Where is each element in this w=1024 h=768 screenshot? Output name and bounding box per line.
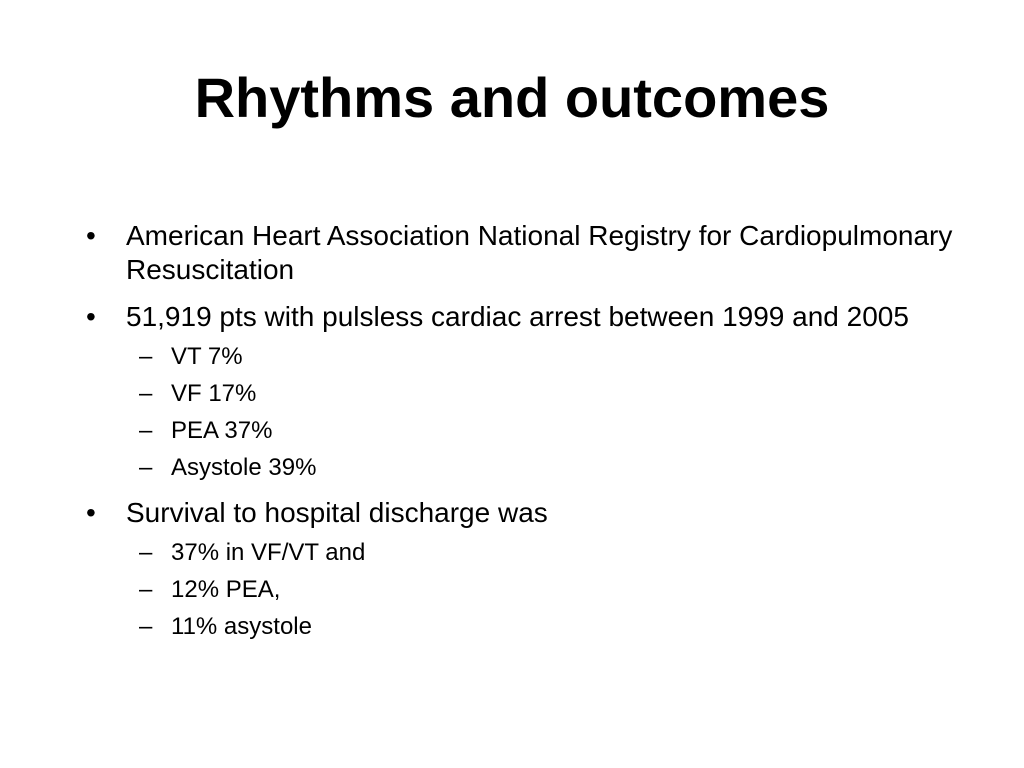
sub-bullet-item — [0, 379, 1024, 409]
sub-bullet-text: 12% PEA, — [171, 576, 281, 603]
bullet-text: American Heart Association National Registry for Cardiopulmonary Resuscitation — [126, 220, 953, 285]
sub-bullet-item — [0, 453, 1024, 483]
sub-bullet-text: PEA 37% — [171, 417, 273, 444]
bullet-text: 51,919 pts with pulsless cardiac arrest between 1999 and 2005 — [126, 301, 909, 332]
sub-bullet-marker: – — [139, 417, 153, 444]
sub-bullet-marker: – — [139, 343, 153, 370]
sub-bullet-item — [0, 416, 1024, 446]
bullet-text: Survival to hospital discharge was — [126, 497, 548, 528]
bullet-item — [0, 300, 1024, 334]
sub-bullet-marker: – — [139, 576, 153, 603]
sub-bullet-marker: – — [139, 380, 153, 407]
bullet-marker: • — [86, 497, 96, 528]
bullet-list — [0, 219, 1024, 642]
bullet-marker: • — [86, 220, 96, 251]
sub-bullet-text: 11% asystole — [171, 613, 312, 640]
sub-bullet-text: VF 17% — [171, 380, 257, 407]
bullet-marker: • — [86, 301, 96, 332]
sub-bullet-item — [0, 575, 1024, 605]
sub-bullet-marker: – — [139, 613, 153, 640]
sub-bullet-text: VT 7% — [171, 343, 243, 370]
bullet-item — [0, 219, 1024, 287]
sub-bullet-text: Asystole 39% — [171, 454, 317, 481]
sub-bullet-text: 37% in VF/VT and — [171, 539, 366, 566]
sub-bullet-item — [0, 612, 1024, 642]
slide-title: Rhythms and outcomes — [194, 66, 830, 129]
bullet-item — [0, 496, 1024, 530]
sub-bullet-marker: – — [139, 539, 153, 566]
sub-bullet-marker: – — [139, 454, 153, 481]
sub-bullet-item — [0, 342, 1024, 372]
sub-bullet-item — [0, 538, 1024, 568]
